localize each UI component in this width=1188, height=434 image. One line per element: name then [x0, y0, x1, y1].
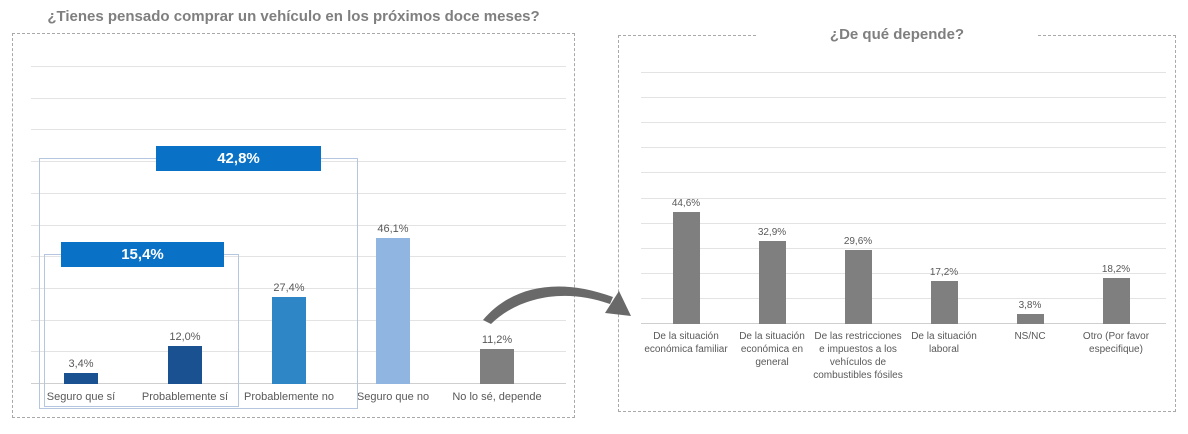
bar-value-label: 3,4%: [68, 358, 94, 371]
depends-on-chart-panel: [618, 26, 1176, 412]
category-label: Probablemente sí: [141, 391, 229, 403]
bar-de-la-situaci-n-laboral: [931, 281, 958, 324]
category-label: De la situación económica en general: [739, 331, 805, 368]
bar-value-label: 46,1%: [377, 222, 409, 235]
depends-on-chart-title: ¿De qué depende?: [757, 25, 1037, 44]
depends-on-plot-area: [641, 73, 1166, 381]
gridline: [641, 147, 1166, 148]
category-label: De la situación económica familiar: [644, 331, 728, 355]
group-bracket: [39, 158, 358, 409]
category-label: Seguro que sí: [46, 391, 116, 403]
group-total-badge: 15,4%: [61, 242, 224, 267]
gridline: [641, 72, 1166, 73]
category-label: De las restricciones e impuestos a los vehículos de combustibles fósiles: [813, 331, 903, 381]
gridline: [641, 223, 1166, 224]
gridline: [641, 198, 1166, 199]
gridline: [641, 97, 1166, 98]
category-label: Probablemente no: [244, 391, 334, 403]
gridline: [641, 172, 1166, 173]
purchase-intent-chart-panel: [12, 8, 575, 418]
curved-arrow-icon: [475, 272, 645, 328]
category-label: No lo sé, depende: [452, 391, 542, 403]
bar-value-label: 18,2%: [1101, 264, 1131, 276]
bar-value-label: 3,8%: [1018, 300, 1042, 312]
bar-seguro-que-no: [376, 238, 410, 384]
group-total-badge: 42,8%: [156, 146, 321, 171]
bar-value-label: 27,4%: [273, 282, 305, 295]
bar-ns-nc: [1017, 314, 1044, 324]
bar-value-label: 17,2%: [929, 266, 959, 278]
bar-de-la-situaci-n-econ-mica-en-general: [759, 241, 786, 324]
bar-otro-por-favor-especifique-: [1103, 278, 1130, 324]
category-label: NS/NC: [1014, 331, 1046, 342]
x-axis-line: [641, 323, 1166, 324]
bar-value-label: 12,0%: [169, 330, 201, 343]
purchase-intent-chart-title: ¿Tienes pensado comprar un vehículo en los próximos doce meses?: [36, 7, 551, 26]
bar-value-label: 29,6%: [843, 235, 873, 247]
category-label: Seguro que no: [356, 391, 430, 403]
bar-value-label: 11,2%: [481, 333, 513, 346]
gridline: [641, 298, 1166, 299]
bar-no-lo-s-depende: [480, 349, 514, 385]
category-label: Otro (Por favor especifique): [1082, 331, 1150, 355]
gridline: [641, 122, 1166, 123]
category-label: De la situación laboral: [911, 331, 977, 355]
gridline: [31, 98, 566, 99]
gridline: [31, 66, 566, 67]
bar-de-la-situaci-n-econ-mica-familiar: [673, 212, 700, 324]
bar-value-label: 32,9%: [757, 227, 787, 239]
bar-de-las-restricciones-e-impuestos-a-los-veh-culos-de-combustibles-f-siles: [845, 250, 872, 324]
gridline: [641, 248, 1166, 249]
bar-value-label: 44,6%: [671, 198, 701, 210]
gridline: [31, 129, 566, 130]
